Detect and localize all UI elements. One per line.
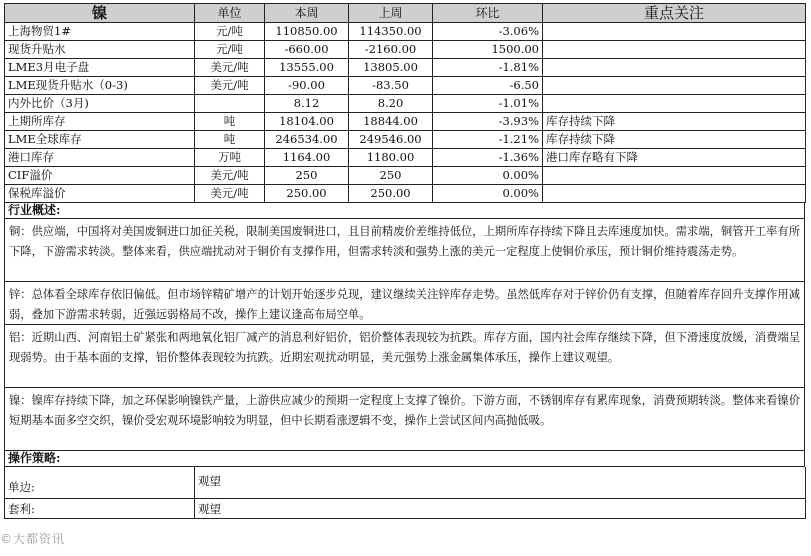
row-this-week: 13555.00 [265,59,349,77]
row-focus [543,77,806,95]
table-row [5,41,806,59]
row-change: 0.00% [433,185,543,203]
header-change: 环比 [433,4,543,23]
row-last-week: 114350.00 [349,23,433,41]
row-this-week: -90.00 [265,77,349,95]
strategy-row [5,467,806,499]
row-name: 港口库存 [5,149,195,167]
strategy-label: 套利: [5,499,195,519]
row-unit: 美元/吨 [195,185,265,203]
row-name: 保税库溢价 [5,185,195,203]
header-focus: 重点关注 [543,4,806,23]
row-change: -6.50 [433,77,543,95]
overview-nickel: 镍：镍库存持续下降，加之环保影响镍铁产量，上游供应减少的预期一定程度上支撑了镍价。下游方面，不锈钢库存有累库现象，消费预期转淡。整体来看镍价短期基本面多空交织，镍价受宏观环境影响较为明显，但中长期看涨逻辑不变，操作上尝试区间内高抛低吸。 [4,388,805,451]
watermark [0,530,65,547]
row-this-week: 110850.00 [265,23,349,41]
row-change: -3.06% [433,23,543,41]
overview-title: 行业概述: [4,203,805,219]
row-change: 1500.00 [433,41,543,59]
row-last-week: 249546.00 [349,131,433,149]
table-row [5,185,806,203]
row-name: CIF溢价 [5,167,195,185]
row-focus: 库存持续下降 [543,113,806,131]
header-this-week: 本周 [265,4,349,23]
row-focus [543,167,806,185]
row-focus [543,41,806,59]
row-last-week: 250 [349,167,433,185]
watermark-text: ©大都资讯 [0,532,66,546]
table-row [5,113,806,131]
strategy-table [4,467,806,519]
row-focus: 港口库存略有下降 [543,149,806,167]
row-change: -1.01% [433,95,543,113]
row-unit: 吨 [195,113,265,131]
row-this-week: 250 [265,167,349,185]
table-header-row [5,4,806,23]
row-name: 现货升贴水 [5,41,195,59]
price-table [4,3,806,203]
row-this-week: -660.00 [265,41,349,59]
row-this-week: 250.00 [265,185,349,203]
row-unit: 美元/吨 [195,77,265,95]
row-unit: 万吨 [195,149,265,167]
row-last-week: 8.20 [349,95,433,113]
row-unit [195,95,265,113]
row-focus: 库存持续下降 [543,131,806,149]
row-unit: 美元/吨 [195,167,265,185]
row-name: LME全球库存 [5,131,195,149]
row-unit: 元/吨 [195,41,265,59]
row-name: 内外比价（3月) [5,95,195,113]
row-last-week: 13805.00 [349,59,433,77]
row-focus [543,185,806,203]
row-last-week: 250.00 [349,185,433,203]
header-unit: 单位 [195,4,265,23]
row-name: LME现货升贴水（0-3) [5,77,195,95]
table-row [5,23,806,41]
overview-aluminum: 铝：近期山西、河南铝土矿紧张和两地氧化铝厂减产的消息利好铝价，铝价整体表现较为抗跌。库存方面，国内社会库存继续下降，但下滑速度放缓，消费端呈现弱势。由于基本面的支撑，铝价整体表现较为抗跌。近期宏观扰动明显，美元强势上涨金属集体承压，操作上建议观望。 [4,325,805,388]
row-unit: 美元/吨 [195,59,265,77]
row-name: LME3月电子盘 [5,59,195,77]
row-last-week: -83.50 [349,77,433,95]
row-name: 上期所库存 [5,113,195,131]
row-last-week: 18844.00 [349,113,433,131]
table-row [5,149,806,167]
row-change: -1.21% [433,131,543,149]
row-change: -1.81% [433,59,543,77]
row-this-week: 246534.00 [265,131,349,149]
strategy-label: 单边: [5,467,195,499]
overview-zinc: 锌：总体看全球库存依旧偏低。但市场锌精矿增产的计划开始逐步兑现，建议继续关注锌库存走势。虽然低库存对于锌价仍有支撑，但随着库存回升支撑作用减弱，叠加下游需求转弱，近强远弱格局不改，操作上建议逢高布局空单。 [4,282,805,325]
row-last-week: -2160.00 [349,41,433,59]
header-last-week: 上周 [349,4,433,23]
row-focus [543,59,806,77]
strategy-row [5,499,806,519]
row-this-week: 18104.00 [265,113,349,131]
row-name: 上海物贸1# [5,23,195,41]
row-focus [543,95,806,113]
row-focus [543,23,806,41]
row-this-week: 1164.00 [265,149,349,167]
row-last-week: 1180.00 [349,149,433,167]
table-row [5,131,806,149]
overview-copper: 铜：供应端，中国将对美国废铜进口加征关税，限制美国废铜进口，且目前精废价差维持低位，上期所库存持续下降且去库速度加快。需求端，铜管开工率有所下降，下游需求转淡。整体来看，供应端扰动对于铜价有支撑作用，但需求转淡和强势上涨的美元一定程度上使铜价承压，预计铜价维持震荡走势。 [4,219,805,282]
row-change: -1.36% [433,149,543,167]
row-change: -3.93% [433,113,543,131]
row-change: 0.00% [433,167,543,185]
nickel-weekly-report [4,3,805,519]
table-row [5,77,806,95]
row-this-week: 8.12 [265,95,349,113]
header-metal: 镍 [5,4,195,23]
strategy-value: 观望 [195,499,806,519]
table-row [5,167,806,185]
row-unit: 吨 [195,131,265,149]
strategy-value: 观望 [195,467,806,499]
row-unit: 元/吨 [195,23,265,41]
strategy-title: 操作策略: [4,451,805,467]
table-row [5,95,806,113]
table-row [5,59,806,77]
